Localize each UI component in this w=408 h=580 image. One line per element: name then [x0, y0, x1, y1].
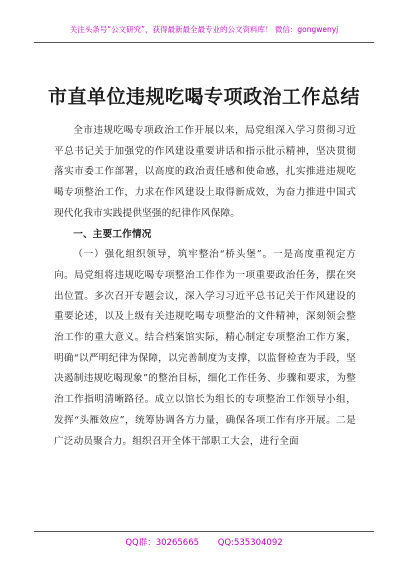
header-divider: [34, 42, 374, 43]
intro-paragraph: 全市违规吃喝专项政治工作开展以来，局党组深入学习贯彻习近平总书记关于加强党的作风建设重要讲话和指示批示精神，坚决贯彻落实市委工作部署，以高度的政治责任感和使命感，扎实推进违规吃喝专项整治工作，力求在作风建设上取得新成效，为奋力推进中国式现代化我市实践提供坚强的纪律作风保障。: [54, 125, 356, 219]
footer-contact: [0, 536, 408, 548]
section-heading: 一、主要工作情况: [73, 228, 152, 240]
footer-divider: [34, 531, 374, 532]
document-body: [54, 121, 356, 452]
document-title: 市直单位违规吃喝专项政治工作总结: [47, 86, 360, 108]
header-banner: 关注头条号“公文研究”，获得最新最全最专业的公文资料库！ 微信：gongwenyj: [69, 25, 339, 34]
section-paragraph: （一）强化组织领导，筑牢整治“桥头堡”。一是高度重视定方向。局党组将违规吃喝专项整治工作作为一项重要政治任务，摆在突出位置。多次召开专题会议，深入学习习近平总书记关于作风建设的重要论述，以及上级有关违规吃喝专项整治的文件精神，深刻领会整治工作的重大意义。结合档案馆实际，精心制定专项整治工作方案，明确“以严明纪律为保障，以完善制度为支撑，以监督检查为手段，坚决遏制违规吃喝现象”的整治目标，细化工作任务、步骤和要求，为整治工作指明清晰路径。成立以馆长为组长的专项整治工作领导小组，发挥“头雁效应”，统筹协调各方力量，确保各项工作有序开展。二是广泛动员聚合力。组织召开全体干部职工大会，进行全面: [54, 249, 356, 447]
footer-qq-group: QQ群：30265665: [125, 538, 200, 548]
footer-qq: QQ:535304092: [217, 538, 283, 548]
